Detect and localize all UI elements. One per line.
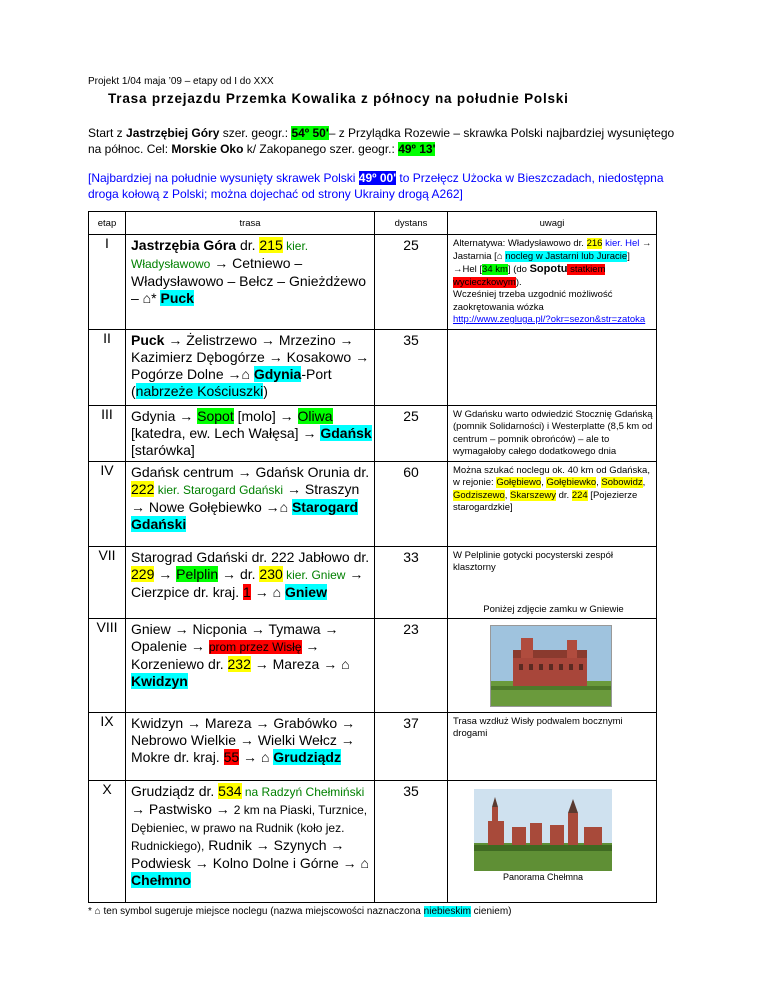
header-dystans: dystans (375, 212, 448, 235)
header-uwagi: uwagi (448, 212, 657, 235)
gniew-castle-photo (490, 625, 612, 707)
etap-cell: II (89, 329, 126, 405)
table-row (89, 546, 657, 619)
etap-cell: VII (89, 546, 126, 619)
zegluga-link[interactable]: http://www.zegluga.pl/?okr=sezon&str=zatoka (453, 314, 646, 325)
trasa-cell: Gdańsk centrum → Gdańsk Orunia dr. 222 kier. Starogard Gdański → Straszyn → Nowe Gołębiewko →⌂ Starogard Gdański (126, 461, 375, 546)
dystans-cell: 25 (375, 235, 448, 330)
footnote: * ⌂ ten symbol sugeruje miejsce noclegu (nazwa miejscowości naznaczona niebieskim cieniem) (88, 905, 512, 917)
trasa-cell: Grudziądz dr. 534 na Radzyń Chełmiński → Pastwisko → 2 km na Piaski, Turznice, Dębieniec, w prawo na Rudnik (koło jez. Rudnickiego), Rudnik → Szynych → Podwiesk → Kolno Dolne i Górne → ⌂ Chełmno (126, 780, 375, 902)
latitude-end: 49º 13' (398, 142, 436, 156)
latitude-start: 54º 50' (291, 126, 329, 140)
latitude-south: 49º 00' (358, 171, 397, 185)
table-row (89, 780, 657, 902)
uwagi-cell (448, 329, 657, 405)
etap-cell: VIII (89, 619, 126, 713)
table-row (89, 405, 657, 461)
table-row (89, 329, 657, 405)
page-title: Trasa przejazdu Przemka Kowalika z północy na południe Polski (108, 91, 569, 106)
document-page (88, 76, 688, 917)
table-row (89, 712, 657, 780)
trasa-cell: Kwidzyn → Mareza → Grabówko → Nebrowo Wielkie → Wielki Wełcz → Mokre dr. kraj. 55 → ⌂ Grudziądz (126, 712, 375, 780)
note-paragraph: [Najbardziej na południe wysunięty skrawek Polski 49º 00' to Przełęcz Użocka w Bieszczadach, niedostępna droga kołową z Polski; można dojechać od strony Ukrainy drogą A262] (88, 171, 664, 201)
header-trasa: trasa (126, 212, 375, 235)
dystans-cell: 37 (375, 712, 448, 780)
uwagi-cell (448, 619, 657, 713)
header-etap: etap (89, 212, 126, 235)
dystans-cell: 23 (375, 619, 448, 713)
table-row (89, 235, 657, 330)
trasa-cell: Jastrzębia Góra dr. 215 kier. Władysławowo → Cetniewo – Władysławowo – Bełcz – Gnieżdżewo – ⌂* Puck (126, 235, 375, 330)
etap-cell: I (89, 235, 126, 330)
intro-paragraph: Start z Jastrzębiej Góry szer. geogr.: 54º 50'– z Przylądka Rozewie – skrawka Polski najbardziej wysuniętego na północ. Cel: Morskie Oko k/ Zakopanego szer. geogr.: 49º 13' (88, 126, 675, 156)
trasa-cell: Puck → Żelistrzewo → Mrzezino → Kazimierz Dębogórze → Kosakowo → Pogórze Dolne →⌂ Gdynia-Port (nabrzeże Kościuszki) (126, 329, 375, 405)
uwagi-cell (448, 780, 657, 902)
uwagi-cell: W Gdańsku warto odwiedzić Stocznię Gdańską (pomnik Solidarności) i Westerplatte (8,5 km od centrum – pomnik obrońców) – ale to wymagałoby całego dodatkowego dnia (448, 405, 657, 461)
panorama-caption: Panorama Chełmna (502, 871, 584, 882)
dystans-cell: 25 (375, 405, 448, 461)
etap-cell: X (89, 780, 126, 902)
uwagi-cell: W Pelplinie gotycki pocysterski zespół klasztorny Poniżej zdjęcie zamku w Gniewie (448, 546, 657, 619)
dystans-cell: 35 (375, 780, 448, 902)
table-row (89, 461, 657, 546)
trasa-cell: Gniew → Nicponia → Tymawa → Opalenie → prom przez Wisłę → Korzeniewo dr. 232 → Mareza → ⌂ Kwidzyn (126, 619, 375, 713)
etap-cell: IV (89, 461, 126, 546)
route-table (88, 211, 657, 903)
etap-cell: III (89, 405, 126, 461)
etap-cell: IX (89, 712, 126, 780)
dystans-cell: 60 (375, 461, 448, 546)
trasa-cell: Starograd Gdański dr. 222 Jabłowo dr. 229 → Pelplin → dr. 230 kier. Gniew → Cierzpice dr. kraj. 1 → ⌂ Gniew (126, 546, 375, 619)
table-header-row (89, 212, 657, 235)
uwagi-cell: Można szukać noclegu ok. 40 km od Gdańska, w rejonie: Gołębiewo, Gołębiewko, Sobowidz, Godziszewo, Skarszewy dr. 224 [Pojezierze starogardzkie] (448, 461, 657, 546)
header-note: Projekt 1/04 maja ’09 – etapy od I do XXX (88, 76, 274, 87)
dystans-cell: 33 (375, 546, 448, 619)
uwagi-cell: Trasa wzdłuż Wisły podwalem bocznymi drogami (448, 712, 657, 780)
dystans-cell: 35 (375, 329, 448, 405)
trasa-cell: Gdynia → Sopot [molo] → Oliwa [katedra, ew. Lech Wałęsa] → Gdańsk [starówka] (126, 405, 375, 461)
chelmno-panorama-photo (468, 783, 618, 883)
table-row (89, 619, 657, 713)
uwagi-cell: Alternatywa: Władysławowo dr. 216 kier. Hel → Jastarnia [⌂ nocleg w Jastarni lub Juracie] →Hel [34 km] (do Sopotu statkiem wycieczkowym). Wcześniej trzeba uzgodnić możliwość zaokrętowania wózka http://www.zegluga.pl/?okr=sezon&str=zatoka (448, 235, 657, 330)
